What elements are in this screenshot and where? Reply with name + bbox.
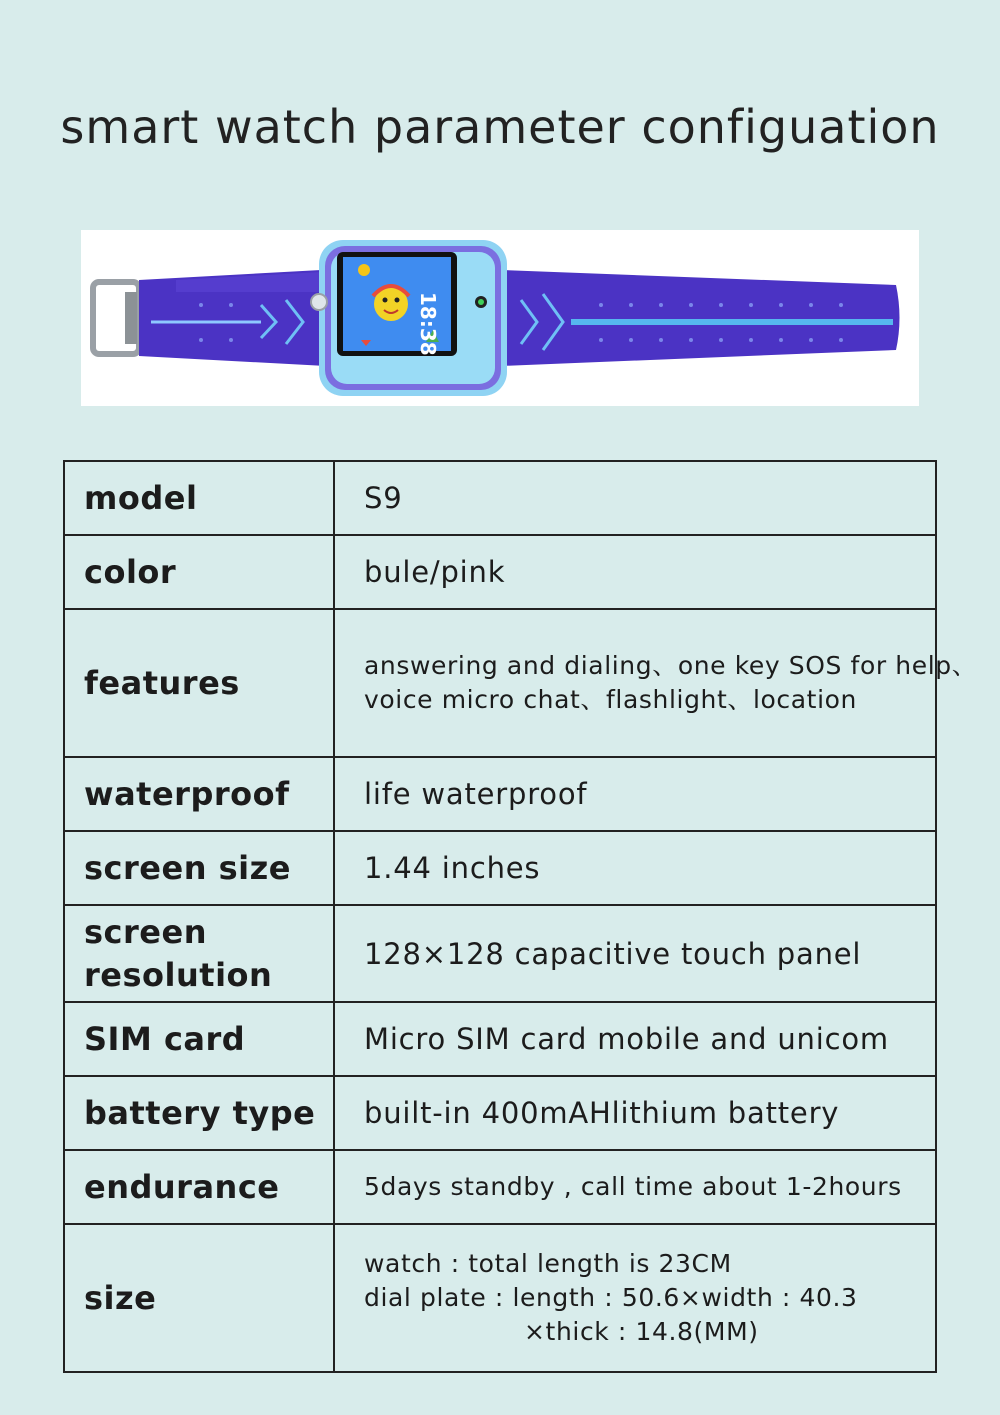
table-row [64, 535, 936, 609]
spec-value-line: Micro SIM card mobile and unicom [364, 1022, 889, 1056]
page-title: smart watch parameter configuation [60, 100, 940, 154]
spec-value-line: S9 [364, 481, 403, 515]
spec-value-line: 1.44 inches [364, 851, 541, 885]
spec-value [334, 1002, 936, 1076]
spec-key: waterproof [64, 757, 334, 831]
table-row [64, 1002, 936, 1076]
spec-value [334, 1150, 936, 1224]
spec-value-line: built-in 400mAHlithium battery [364, 1096, 840, 1130]
spec-key [64, 905, 334, 1002]
spec-value-line: bule/pink [364, 555, 506, 589]
spec-value-line: voice micro chat、flashlight、location [364, 685, 857, 714]
spec-key-line: resolution [84, 955, 273, 994]
spec-value-line: answering and dialing、one key SOS for help、 [364, 651, 978, 680]
spec-value [334, 609, 978, 757]
spec-value [334, 1224, 936, 1372]
spec-value [334, 757, 936, 831]
spec-value-line: ×thick : 14.8(MM) [524, 1317, 759, 1346]
spec-value [334, 535, 936, 609]
spec-value-line: 5days standby , call time about 1-2hours [364, 1172, 902, 1201]
table-row [64, 757, 936, 831]
spec-key: color [64, 535, 334, 609]
table-row [64, 461, 936, 535]
table-row [64, 1076, 936, 1150]
table-row [64, 1224, 936, 1372]
spec-table [63, 460, 978, 1373]
table-row [64, 905, 936, 1002]
spec-key: features [64, 609, 334, 757]
spec-key: size [64, 1224, 334, 1372]
spec-value [334, 461, 936, 535]
spec-value-line: dial plate : length : 50.6×width : 40.3 [364, 1283, 858, 1312]
table-row [64, 831, 936, 905]
spec-key: model [64, 461, 334, 535]
spec-value-line: 128×128 capacitive touch panel [364, 936, 862, 971]
spec-value [334, 831, 936, 905]
spec-value [334, 1076, 936, 1150]
spec-key: SIM card [64, 1002, 334, 1076]
spec-key: screen size [64, 831, 334, 905]
spec-key: endurance [64, 1150, 334, 1224]
spec-value-line: watch : total length is 23CM [364, 1249, 732, 1278]
spec-key: battery type [64, 1076, 334, 1150]
svg-text:18:38: 18:38 [416, 292, 440, 356]
smartwatch-icon [81, 230, 919, 406]
product-photo [81, 230, 919, 406]
table-row [64, 1150, 936, 1224]
table-row [64, 609, 936, 757]
spec-value [334, 905, 936, 1002]
spec-value-line: life waterproof [364, 777, 588, 811]
spec-key-line: screen [84, 912, 207, 951]
